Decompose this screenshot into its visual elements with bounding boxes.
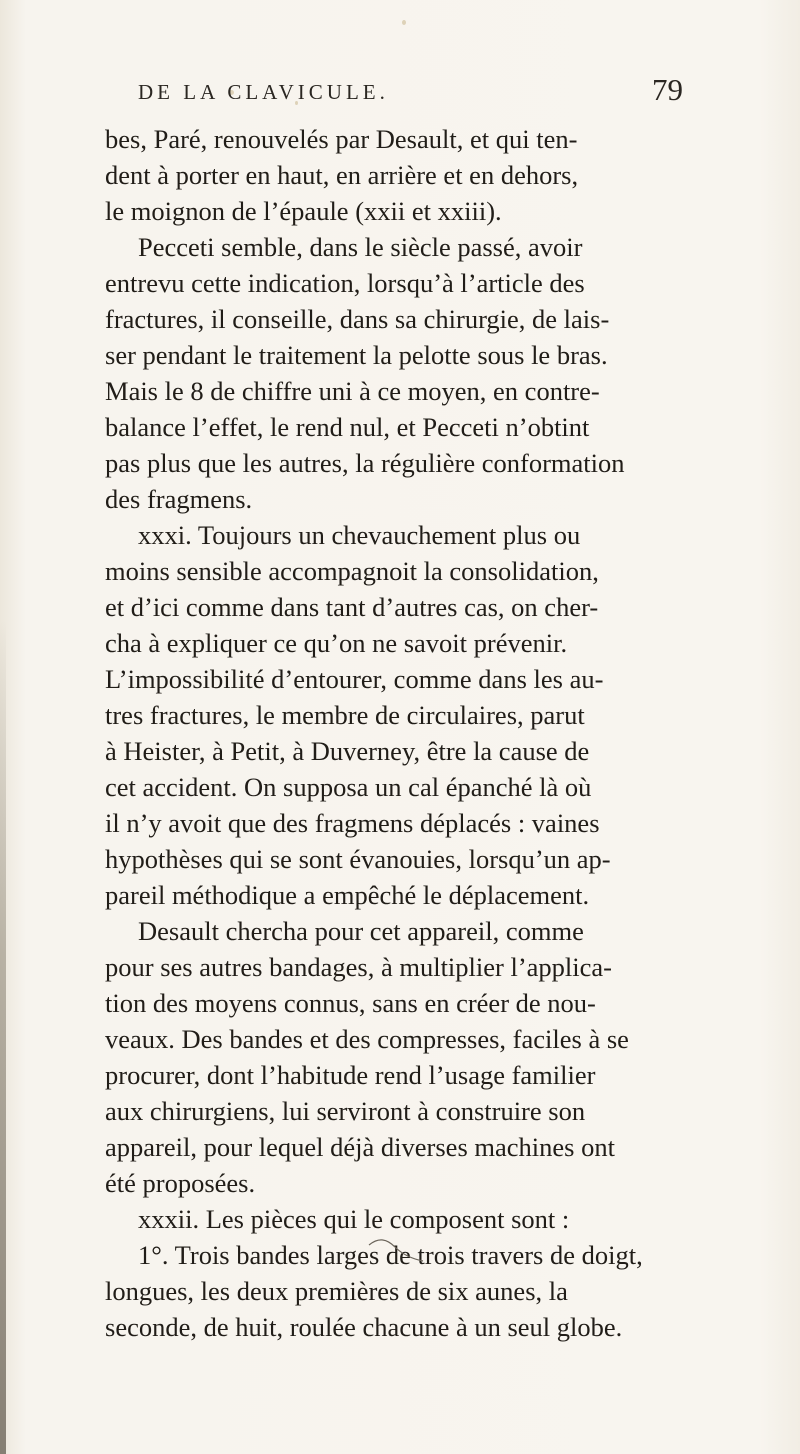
text-line: pas plus que les autres, la régulière conformation [105,448,625,478]
paper-speck [402,20,406,25]
text-line: veaux. Des bandes et des compresses, faciles à se [105,1024,629,1054]
page-number: 79 [652,72,683,107]
text-line: procurer, dont l’habitude rend l’usage familier [105,1060,596,1090]
end-flourish-ornament [367,1235,425,1263]
text-line: Pecceti semble, dans le siècle passé, avoir [138,232,583,262]
text-line: cha à expliquer ce qu’on ne savoit prévenir. [105,628,568,658]
text-line: xxxi. Toujours un chevauchement plus ou [138,520,581,550]
text-line: seconde, de huit, roulée chacune à un seul globe. [105,1312,623,1342]
text-line: dent à porter en haut, en arrière et en dehors, [105,160,579,190]
text-line: tion des moyens connus, sans en créer de nou- [105,988,596,1018]
text-line: cet accident. On supposa un cal épanché là où [105,772,592,802]
page-binding-shadow [0,620,6,1454]
text-line: pour ses autres bandages, à multiplier l’applica- [105,952,613,982]
page-header [138,72,683,114]
text-line: xxxii. Les pièces qui le composent sont : [138,1204,570,1234]
text-line: longues, les deux premières de six aunes, la [105,1276,568,1306]
text-line: moins sensible accompagnoit la consolidation, [105,556,599,586]
text-line: Desault chercha pour cet appareil, comme [138,916,584,946]
text-line: le moignon de l’épaule (xxii et xxiii). [105,196,502,226]
text-line: et d’ici comme dans tant d’autres cas, on cher- [105,592,599,622]
text-line: fractures, il conseille, dans sa chirurgie, de lais- [105,304,610,334]
text-line: à Heister, à Petit, à Duverney, être la cause de [105,736,590,766]
text-line: ser pendant le traitement la pelotte sous le bras. [105,340,608,370]
text-line: aux chirurgiens, lui serviront à construire son [105,1096,586,1126]
text-line: entrevu cette indication, lorsqu’à l’article des [105,268,585,298]
running-head: DE LA CLAVICULE. [138,80,389,104]
text-line: balance l’effet, le rend nul, et Pecceti n’obtint [105,412,590,442]
text-line: hypothèses qui se sont évanouies, lorsqu’un ap- [105,844,611,874]
text-line: Mais le 8 de chiffre uni à ce moyen, en contre- [105,376,600,406]
text-line: il n’y avoit que des fragmens déplacés : vaines [105,808,600,838]
text-line: appareil, pour lequel déjà diverses machines ont [105,1132,615,1162]
text-line: L’impossibilité d’entourer, comme dans les au- [105,664,604,694]
text-line: bes, Paré, renouvelés par Desault, et qui ten- [105,124,578,154]
text-line: des fragmens. [105,484,253,514]
text-line: pareil méthodique a empêché le déplacement. [105,880,590,910]
text-line: 1°. Trois bandes larges de trois travers de doigt, [138,1240,643,1270]
text-line: tres fractures, le membre de circulaires, parut [105,700,585,730]
text-line: été proposées. [105,1168,256,1198]
